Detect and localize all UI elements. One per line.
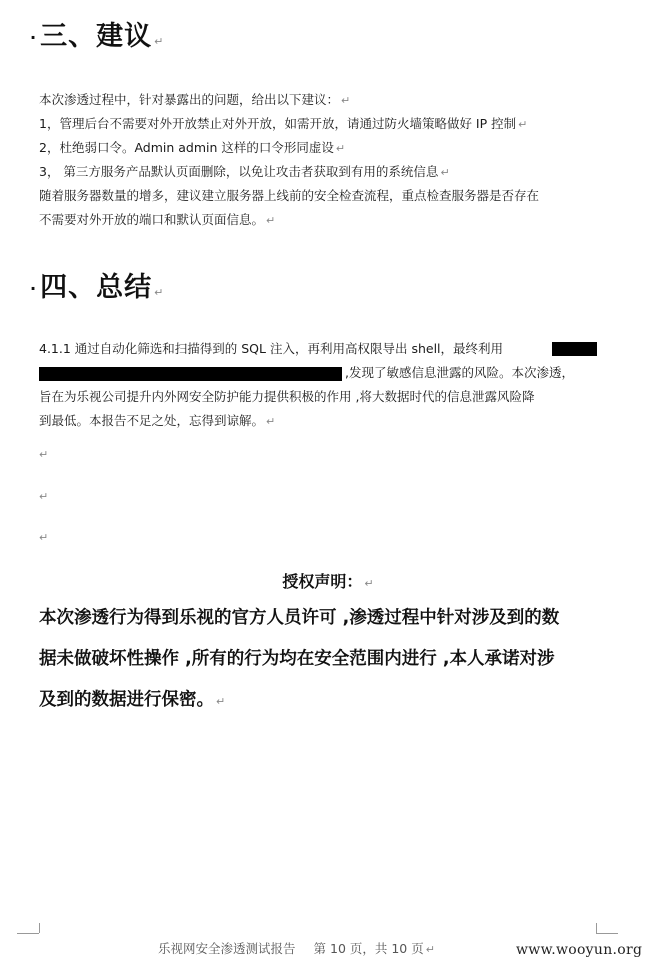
paragraph-mark-icon: ↵ bbox=[154, 286, 165, 299]
summary-line-4: 到最低。本报告不足之处，忘得到谅解。 ↵ bbox=[39, 413, 276, 428]
paragraph-mark-icon: ↵ bbox=[440, 166, 450, 179]
suggestion-item-2: 2，杜绝弱口令。Admin admin 这样的口令形同虚设 ↵ bbox=[39, 140, 346, 155]
footer-page-info: 第 10 页，共 10 页 bbox=[313, 941, 424, 956]
paragraph-mark-icon: ↵ bbox=[518, 118, 528, 131]
authorization-title: 授权声明： ↵ bbox=[282, 572, 374, 591]
summary-line-2: ,发现了敏感信息泄露的风险。本次渗透， bbox=[345, 365, 574, 380]
page-corner-mark bbox=[596, 923, 598, 933]
section-4-title: 四、总结 bbox=[40, 272, 153, 303]
summary-line-3: 旨在为乐视公司提升内外网安全防护能力提供积极的作用 ,将大数据时代的信息泄露风险降 bbox=[39, 389, 535, 404]
paragraph-mark-icon: ↵ bbox=[266, 415, 276, 428]
redaction-block bbox=[552, 342, 597, 356]
suggestion-item-1: 1，管理后台不需要对外开放禁止对外开放，如需开放，请通过防火墙策略做好 IP 控制 ↵ bbox=[39, 116, 528, 131]
paragraph-mark-icon: ↵ bbox=[266, 214, 276, 227]
page-footer bbox=[158, 939, 435, 957]
empty-paragraph-mark-icon: ↵ bbox=[39, 531, 49, 544]
authorization-line-1: 本次渗透行为得到乐视的官方人员许可 ,渗透过程中针对涉及到的数 bbox=[39, 608, 560, 628]
page-corner-mark bbox=[39, 923, 41, 933]
heading-bullet: · bbox=[30, 279, 38, 298]
heading-bullet: · bbox=[30, 28, 38, 47]
authorization-line-3: 及到的数据进行保密。 ↵ bbox=[39, 690, 226, 710]
paragraph-mark-icon: ↵ bbox=[216, 695, 226, 708]
paragraph-mark-icon: ↵ bbox=[335, 142, 346, 155]
paragraph-mark-icon: ↵ bbox=[154, 35, 165, 48]
suggestion-item-3: 3， 第三方服务产品默认页面删除，以免让攻击者获取到有用的系统信息 ↵ bbox=[39, 164, 450, 179]
section-3-intro: 本次渗透过程中，针对暴露出的问题，给出以下建议： ↵ bbox=[39, 92, 351, 107]
section-3-title: 三、建议 bbox=[40, 21, 153, 52]
footer-doc-title: 乐视网安全渗透测试报告 bbox=[158, 941, 296, 956]
redaction-block bbox=[39, 367, 342, 381]
section-3-heading bbox=[30, 14, 164, 53]
empty-paragraph-mark-icon: ↵ bbox=[39, 448, 49, 461]
summary-line-1: 4.1.1 通过自动化筛选和扫描得到的 SQL 注入，再利用高权限导出 shell，最终利用 bbox=[39, 341, 504, 356]
authorization-line-2: 据未做破坏性操作 ,所有的行为均在安全范围内进行 ,本人承诺对涉 bbox=[39, 649, 555, 669]
paragraph-mark-icon: ↵ bbox=[341, 94, 351, 107]
page-corner-mark bbox=[17, 927, 39, 934]
watermark: www.wooyun.org bbox=[516, 942, 643, 958]
empty-paragraph-mark-icon: ↵ bbox=[39, 490, 49, 503]
page-corner-mark bbox=[596, 927, 618, 934]
paragraph-mark-icon: ↵ bbox=[425, 943, 435, 956]
suggestion-closing-line-2: 不需要对外开放的端口和默认页面信息。 ↵ bbox=[39, 212, 276, 227]
paragraph-mark-icon: ↵ bbox=[364, 577, 374, 590]
section-4-heading bbox=[30, 265, 164, 304]
suggestion-closing-line-1: 随着服务器数量的增多，建议建立服务器上线前的安全检查流程，重点检查服务器是否存在 bbox=[39, 188, 540, 203]
